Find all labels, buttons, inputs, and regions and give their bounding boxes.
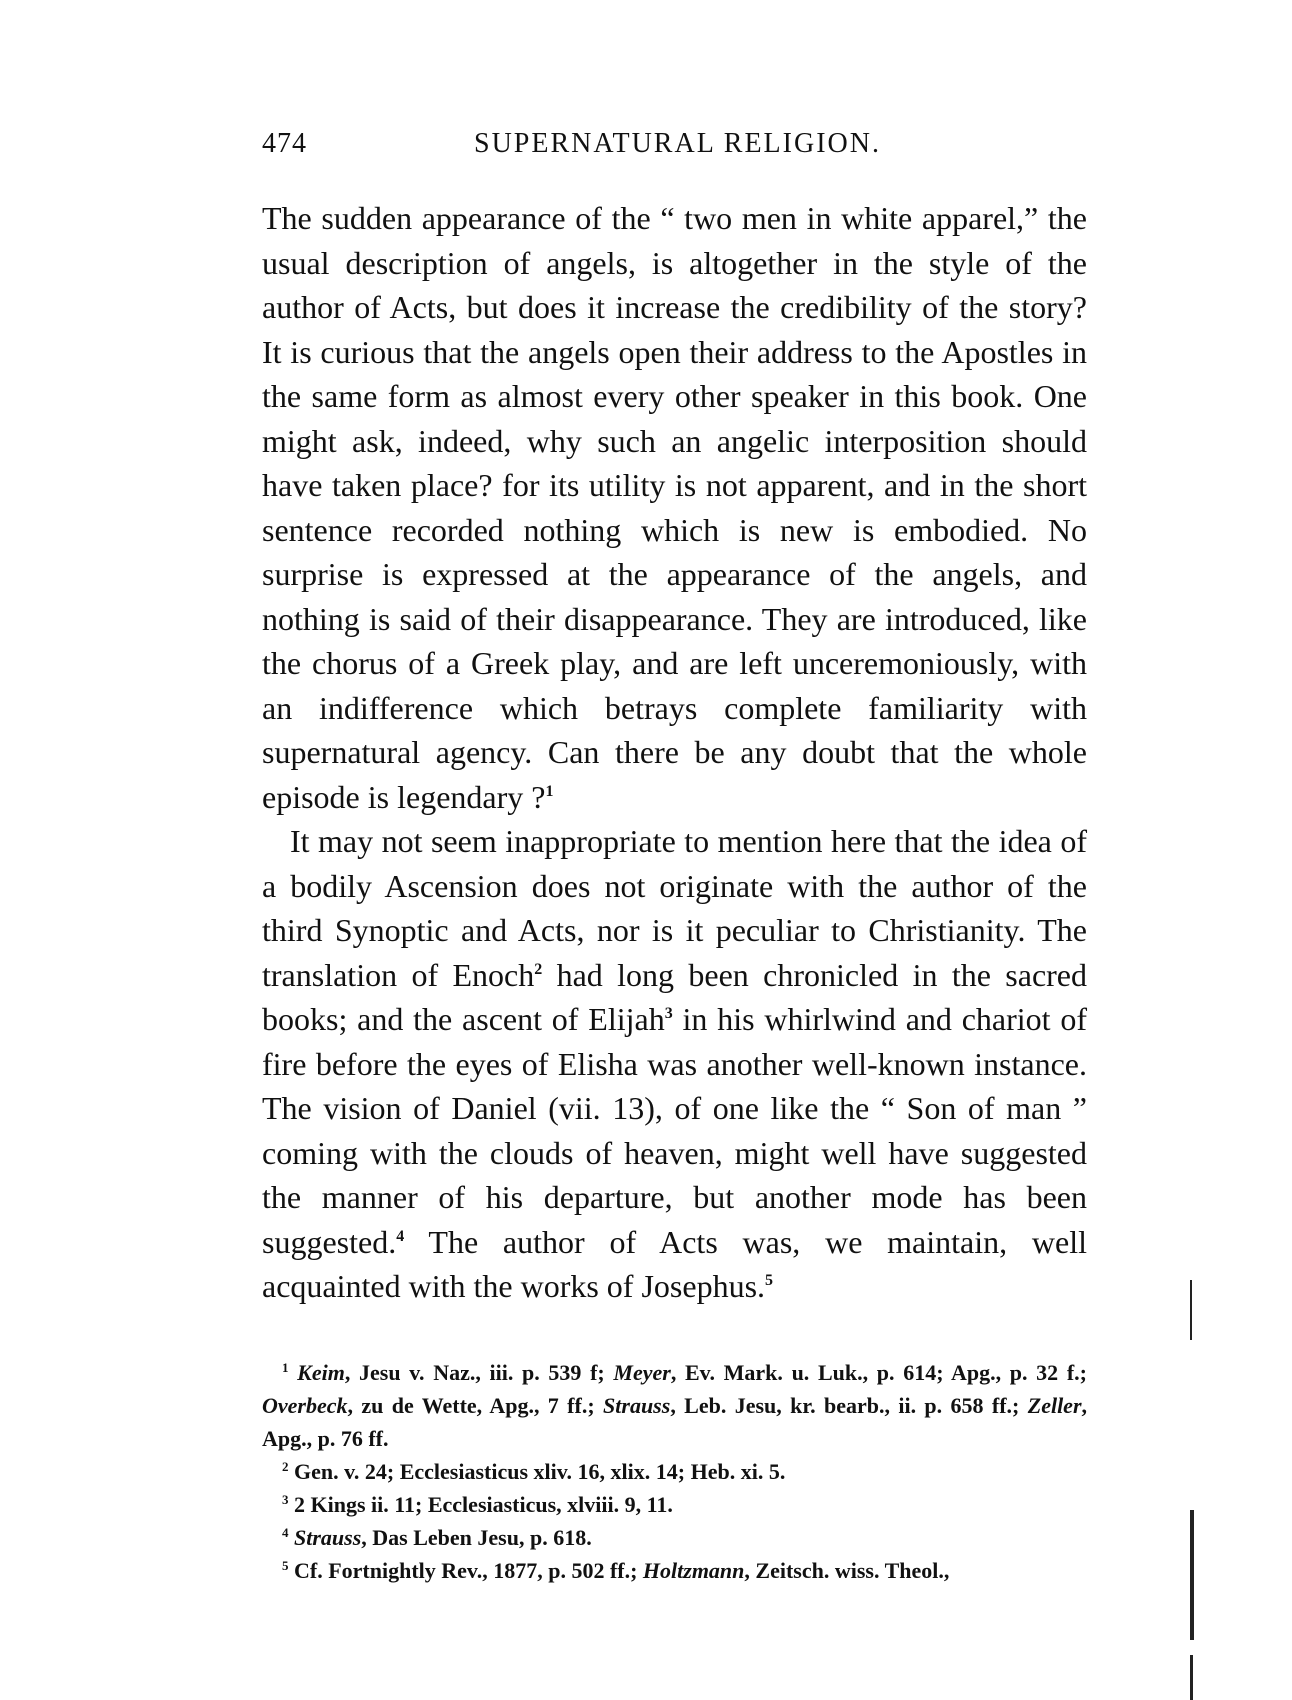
footnote-ref-3[interactable]: 3: [664, 1005, 673, 1022]
footnote-4-text: , Das Leben Jesu, p. 618.: [361, 1525, 592, 1550]
page-number: 474: [262, 128, 307, 159]
footnote-5-holtzmann: Holtzmann: [642, 1558, 745, 1583]
scan-edge-mark: [1190, 1655, 1193, 1700]
footnote-1-mark: 1: [282, 1360, 289, 1375]
paragraph-2-text-d: The author of Acts was, we maintain, well acquainted with the works of Josephus.: [262, 1223, 1087, 1304]
main-text: [262, 196, 1087, 1309]
footnote-1-zeller: Zeller: [1027, 1393, 1082, 1418]
footnote-1-part-e: , Apg., p. 76 ff.: [262, 1393, 1088, 1451]
footnote-5-part-a: Cf. Fortnightly Rev., 1877, p. 502 ff.;: [288, 1558, 643, 1583]
footnote-4-mark: 4: [282, 1525, 289, 1540]
scan-edge-mark: [1190, 1280, 1192, 1340]
footnote-2: [262, 1455, 1087, 1488]
footnote-ref-4[interactable]: 4: [396, 1227, 405, 1245]
footnote-3-mark: 3: [282, 1492, 289, 1507]
footnote-ref-1[interactable]: 1: [545, 782, 554, 800]
footnote-3-text: 2 Kings ii. 11; Ecclesiasticus, xlviii. 9, 11.: [288, 1492, 673, 1517]
footnote-5: [262, 1554, 1087, 1587]
paragraph-2-text-c: in his whirlwind and chariot of fire before the eyes of Elisha was another well-known instance. The vision of Daniel (vii. 13), of one like the “ Son of man ” coming with the clouds of heaven, might well have suggested the manner of his departure, but another mode has been suggested.: [262, 1001, 1088, 1260]
footnote-1-keim: Keim: [297, 1360, 345, 1385]
running-title: SUPERNATURAL RELIGION.: [474, 128, 881, 159]
footnote-1-part-c: , zu de Wette, Apg., 7 ff.;: [347, 1393, 604, 1418]
paragraph-2-text-b: had long been chronicled in the sacred books; and the ascent of Elijah: [262, 956, 1088, 1037]
paragraph-2: [262, 819, 1087, 1309]
paragraph-2-text-a: It may not seem inappropriate to mention here that the idea of a bodily Ascension does not originate with the author of the third Synoptic and Acts, nor is it peculiar to Christianity. The translation of Enoch: [262, 823, 1087, 993]
footnote-3: [262, 1488, 1087, 1521]
footnote-ref-5[interactable]: 5: [765, 1272, 774, 1289]
footnote-4-strauss: Strauss: [294, 1525, 362, 1550]
footnote-5-mark: 5: [282, 1558, 289, 1573]
footnote-2-text: Gen. v. 24; Ecclesiasticus xliv. 16, xlix. 14; Heb. xi. 5.: [288, 1459, 786, 1484]
running-header: [262, 128, 1087, 168]
footnote-1-part-a: , Jesu v. Naz., iii. p. 539 f;: [344, 1360, 614, 1385]
footnote-1-meyer: Meyer: [613, 1360, 671, 1385]
footnote-1-part-d: , Leb. Jesu, kr. bearb., ii. p. 658 ff.;: [670, 1393, 1028, 1418]
footnote-1-strauss: Strauss: [603, 1393, 671, 1418]
footnote-4: [262, 1521, 1087, 1554]
footnote-2-mark: 2: [282, 1459, 289, 1474]
footnotes: [262, 1356, 1087, 1587]
footnote-5-part-b: , Zeitsch. wiss. Theol.,: [744, 1558, 950, 1583]
paragraph-1: [262, 196, 1087, 819]
scan-edge-mark: [1190, 1510, 1194, 1640]
footnote-1-part-b: , Ev. Mark. u. Luk., p. 614; Apg., p. 32 f.;: [670, 1360, 1087, 1385]
footnote-ref-2[interactable]: 2: [534, 960, 543, 978]
footnote-1-overbeck: Overbeck: [262, 1393, 348, 1418]
footnote-1: [262, 1356, 1087, 1455]
paragraph-1-text: The sudden appearance of the “ two men in white apparel,” the usual description of angels, is altogether in the style of the author of Acts, but does it increase the credibility of the story? It is curious that the angels open their address to the Apostles in the same form as almost every other speaker in this book. One might ask, indeed, why such an angelic interposition should have taken place? for its utility is not apparent, and in the short sentence recorded nothing which is new is embodied. No surprise is expressed at the appearance of the angels, and nothing is said of their disappearance. They are introduced, like the chorus of a Greek play, and are left unceremoniously, with an indifference which betrays complete familiarity with supernatural agency. Can there be any doubt that the whole episode is legendary ?: [262, 200, 1087, 815]
